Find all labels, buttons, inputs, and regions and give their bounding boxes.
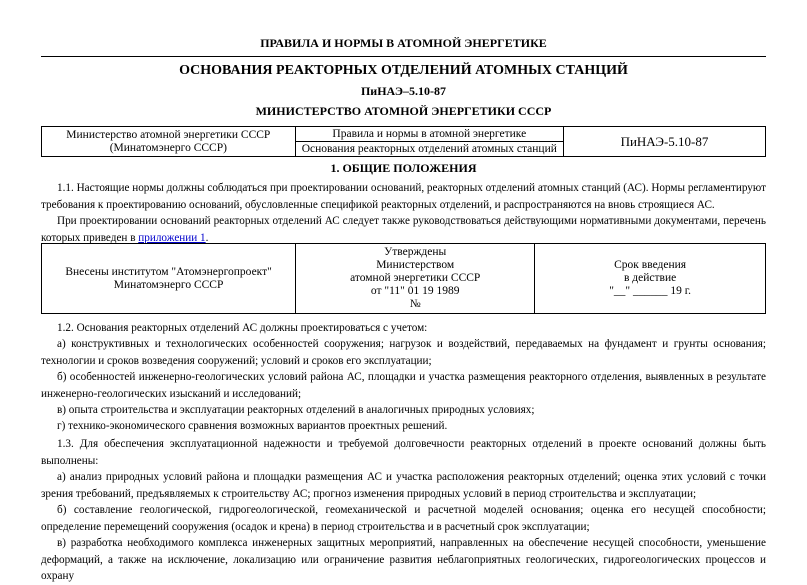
paragraph-1-3-c: в) разработка необходимого комплекса инженерных защитных мероприятий, направленных на обеспечение несущей способности, уменьшение деформаций, а также на исключение, локализацию или ограничение развития неблагоприятных геологических, гидрогеологических процессов и охрану	[41, 537, 766, 582]
series-header: ПРАВИЛА И НОРМЫ В АТОМНОЙ ЭНЕРГЕТИКЕ	[260, 36, 547, 50]
approved-ministry: атомной энергетики СССР	[350, 272, 481, 284]
paragraph-1-1: 1.1. Настоящие нормы должны соблюдаться при проектировании оснований, реакторных отделений атомных станций (АС). Нормы регламентируют требования к проектированию оснований, обусловленные спецификой реакторных отделений, и распространяются на вновь строящиеся АС.	[41, 182, 766, 211]
effective-date: "__" ______ 19 г.	[609, 285, 692, 297]
introduced-by-line: Внесены институтом "Атомэнергопроект"	[65, 265, 272, 278]
issuing-organization	[42, 127, 296, 157]
introduced-by-cell	[42, 244, 296, 314]
paragraph-1-1-cont	[41, 213, 766, 246]
paragraph-1-2-a: а) конструктивных и технологических особенностей сооружения; нагрузок и воздействий, передаваемых на фундамент и грунты основания; технологии и сроков возведения сооружений; условий и сроков его эксплуатации;	[41, 338, 766, 367]
code-cell: ПиНАЭ-5.10-87	[563, 127, 765, 157]
paragraph-1-2-b: б) особенностей инженерно-геологических условий района АС, площадки и участка размещения реакторного отделения, выявленных в результате инженерно-геологических изысканий и исследований;	[41, 371, 766, 400]
paragraph-1-2: 1.2. Основания реакторных отделений АС должны проектироваться с учетом:	[57, 322, 428, 334]
effective-date-cell	[535, 244, 766, 314]
approved-by-cell	[296, 244, 535, 314]
effective-label: Срок введения	[614, 259, 687, 271]
approved-date: от "11" 01 19 1989	[370, 285, 460, 297]
paragraph-1-3-a: а) анализ природных условий района и площадки размещения АС и участка расположения реакторных отделений; оценка этих условий с точки зрения требований, предъявляемых к строительству АС; прогноз изменения природных условий в период строительства и эксплуатации;	[41, 471, 766, 500]
document-code: ПиНАЭ–5.10-87	[360, 84, 447, 98]
section-heading: 1. ОБЩИЕ ПОЛОЖЕНИЯ	[330, 161, 477, 175]
approved-number: №	[409, 298, 421, 310]
org-abbrev: (Минатомэнерго СССР)	[109, 141, 227, 154]
introduced-by-org: Минатомэнерго СССР	[113, 278, 224, 291]
effective-label-2: в действие	[623, 272, 677, 284]
appendix-1-link[interactable]: приложении 1	[138, 231, 206, 244]
paragraph-1-3-b: б) составление геологической, гидрогеологической, геомеханической и расчетной моделей основания; оценка его несущей способности; определение перемещений сооружения (осадок и крена) в период строительства и в расчетный срок эксплуатации;	[41, 504, 766, 533]
approved-by: Министерством	[376, 259, 455, 271]
paragraph-1-2-d: г) технико-экономического сравнения возможных вариантов проектных решений.	[57, 420, 448, 432]
document-title: ОСНОВАНИЯ РЕАКТОРНЫХ ОТДЕЛЕНИЙ АТОМНЫХ СТАНЦИЙ	[179, 63, 628, 78]
title-cell: Основания реакторных отделений атомных станций	[295, 142, 563, 157]
paragraph-text: При проектировании оснований реакторных отделений АС следует также руководствоваться действующими нормативными документами, перечень которых приведен в	[41, 215, 766, 244]
header-rule	[41, 56, 766, 57]
paragraph-end: .	[205, 231, 209, 244]
org-name: Министерство атомной энергетики СССР	[66, 128, 271, 141]
info-table	[41, 126, 766, 157]
approval-table	[41, 243, 766, 314]
paragraph-1-3: 1.3. Для обеспечения эксплуатационной надежности и требуемой долговечности реакторных отделений в проекте оснований должны быть выполнены:	[41, 438, 766, 467]
paragraph-1-2-c: в) опыта строительства и эксплуатации реакторных отделений в аналогичных природных условиях;	[57, 404, 535, 416]
series-cell: Правила и нормы в атомной энергетике	[295, 127, 563, 142]
ministry-heading: МИНИСТЕРСТВО АТОМНОЙ ЭНЕРГЕТИКИ СССР	[255, 104, 552, 118]
approved-label: Утверждены	[384, 246, 447, 258]
